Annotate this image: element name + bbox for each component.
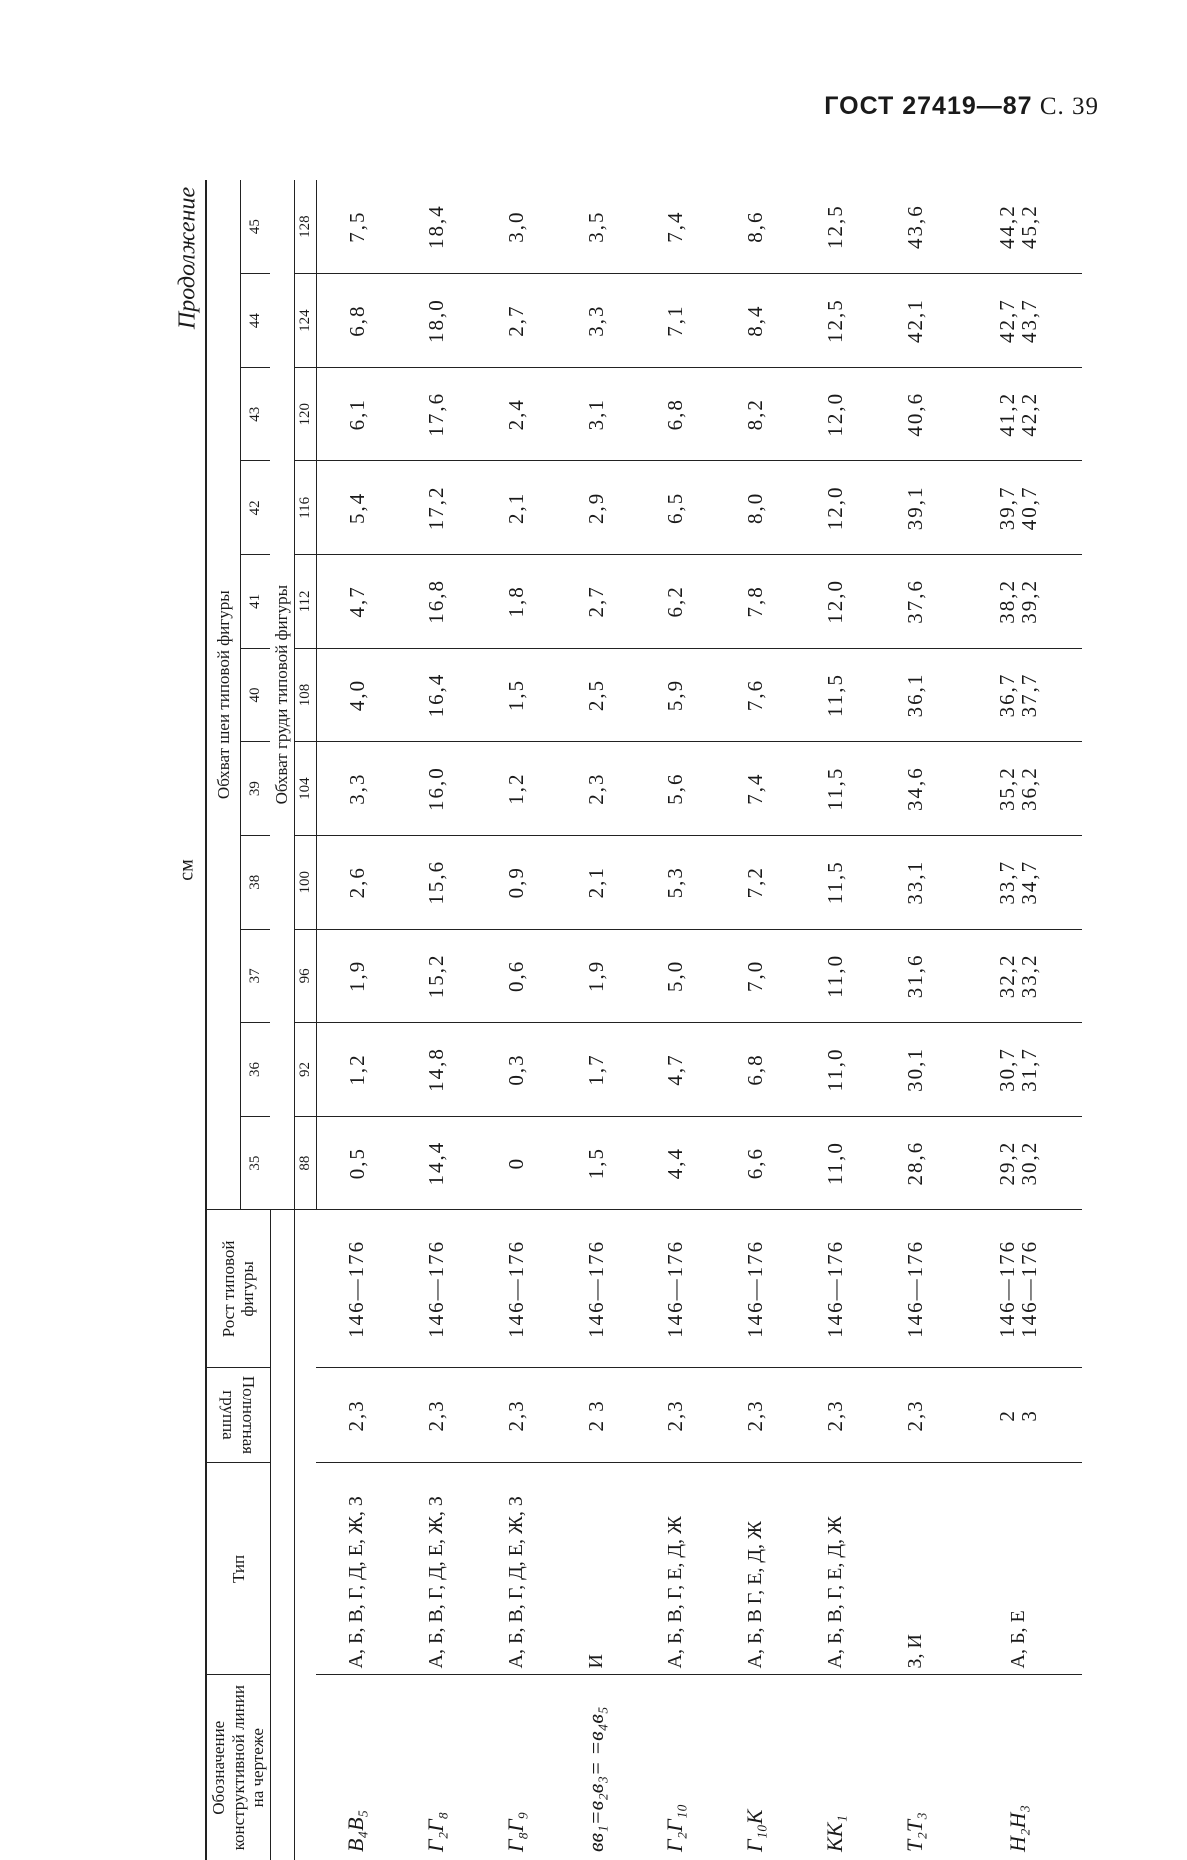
type-cell: А, Б, В, Г, Е, Д, Ж [795,1463,875,1675]
chest-size-cell: 128 [294,180,316,274]
type-cell: А, Б, В Г, Е, Д, Ж [715,1463,795,1675]
value-cell: 3,1 [556,367,636,461]
neck-size-cell: 45 [246,219,263,235]
page-number: С. 39 [1039,93,1099,120]
header-chest-title: Обхват груди типовой фигуры [270,180,294,1210]
value-cell: 5,0 [635,929,715,1023]
chest-size-cell: 104 [294,742,316,836]
fullness-cell: 2 3 [954,1368,1082,1463]
height-cell: 146—176 146—176 [954,1210,1082,1368]
type-cell: И [556,1463,636,1675]
fullness-cell: 2,3 [635,1368,715,1463]
page-header [824,92,1099,121]
value-cell: 16,8 [396,555,476,649]
value-cell: 0 [476,1116,556,1210]
value-cell: 11,0 [795,1116,875,1210]
designation-cell: Н₂Н₃ [954,1675,1082,1860]
value-cell: 2,5 [556,648,636,742]
value-cell: 2,6 [316,835,396,929]
designation-cell: КК₁ [795,1675,875,1860]
value-cell: 4,4 [635,1116,715,1210]
fullness-cell: 2,3 [316,1368,396,1463]
fullness-cell: 2,3 [715,1368,795,1463]
value-cell: 16,0 [396,742,476,836]
value-cell: 3,3 [316,742,396,836]
value-cell: 30,1 [875,1023,955,1117]
value-cell: 8,2 [715,367,795,461]
value-cell: 7,1 [635,274,715,368]
value-cell: 7,4 [663,210,688,243]
value-cell: 7,4 [715,742,795,836]
header-neck-title: Обхват шеи типовой фигуры [206,180,240,1210]
neck-size-cell: 39 [240,742,270,836]
neck-size-cell: 42 [240,461,270,555]
value-cell: 7,2 [715,835,795,929]
value-cell: 43,6 [902,204,927,250]
type-cell: А, Б, В, Г, Д, Е, Ж, З [476,1463,556,1675]
value-cell: 6,8 [316,274,396,368]
value-cell: 4,7 [635,1023,715,1117]
value-cell: 7,5 [344,210,369,243]
neck-size-cell: 37 [240,929,270,1023]
value-cell: 1,5 [556,1116,636,1210]
value-cell: 37,6 [875,555,955,649]
value-cell: 17,2 [396,461,476,555]
value-cell: 0,3 [476,1023,556,1117]
value-cell: 4,0 [316,648,396,742]
value-cell: 8,0 [715,461,795,555]
value-cell: 11,0 [795,1023,875,1117]
value-cell: 11,5 [795,835,875,929]
value-cell: 39,7 40,7 [954,461,1082,555]
value-cell: 3,3 [556,274,636,368]
value-cell: 12,0 [795,461,875,555]
height-cell: 146—176 [795,1210,875,1368]
value-cell: 5,3 [635,835,715,929]
value-cell: 39,1 [875,461,955,555]
table-row [715,180,795,1860]
value-cell: 7,0 [715,929,795,1023]
value-cell: 2,7 [476,274,556,368]
value-cell: 36,7 37,7 [954,648,1082,742]
chest-size-cell: 96 [294,929,316,1023]
chest-size-cell: 120 [294,367,316,461]
value-cell: 18,4 [424,204,449,250]
value-cell: 42,1 [875,274,955,368]
value-cell: 14,8 [396,1023,476,1117]
fullness-cell: 2 3 [556,1368,636,1463]
value-cell: 44,2 45,2 [995,204,1042,250]
value-cell: 31,6 [875,929,955,1023]
value-cell: 15,2 [396,929,476,1023]
chest-size-cell: 100 [294,835,316,929]
value-cell: 2,7 [556,555,636,649]
value-cell: 33,7 34,7 [954,835,1082,929]
sizing-table [205,180,1082,1860]
table-row [556,180,636,1860]
chest-size-cell: 88 [294,1116,316,1210]
neck-size-cell: 43 [240,367,270,461]
header-spacer [270,1210,294,1860]
fullness-cell: 2,3 [795,1368,875,1463]
value-cell: 30,7 31,7 [954,1023,1082,1117]
value-cell: 1,2 [316,1023,396,1117]
header-fullness [206,1368,270,1463]
header-designation: Обозначение конструктивной линии на чертеже [206,1675,270,1860]
value-cell: 33,1 [875,835,955,929]
value-cell: 35,2 36,2 [954,742,1082,836]
value-cell: 17,6 [396,367,476,461]
value-cell: 18,0 [396,274,476,368]
chest-size-cell: 116 [294,461,316,555]
chest-size-cell: 92 [294,1023,316,1117]
fullness-cell: 2,3 [476,1368,556,1463]
value-cell: 1,7 [556,1023,636,1117]
designation-cell: В₄В₅ [316,1675,396,1860]
table-body [316,180,1082,1860]
value-cell: 2,4 [476,367,556,461]
chest-row-spacer [294,1210,316,1860]
value-cell: 8,6 [743,210,768,243]
value-cell: 0,5 [316,1116,396,1210]
value-cell: 5,6 [635,742,715,836]
value-cell: 32,2 33,2 [954,929,1082,1023]
value-cell: 36,1 [875,648,955,742]
header-height: Рост типовой фигуры [206,1210,270,1368]
value-cell: 6,5 [635,461,715,555]
table-row [795,180,875,1860]
value-cell: 34,6 [875,742,955,836]
neck-size-cell: 41 [240,555,270,649]
height-cell: 146—176 [396,1210,476,1368]
chest-row [294,180,316,1860]
value-cell: 1,2 [476,742,556,836]
type-cell: А, Б, В, Г, Д, Е, Ж, З [316,1463,396,1675]
value-cell: 6,6 [715,1116,795,1210]
table-row [635,180,715,1860]
neck-size-cell: 40 [240,648,270,742]
height-cell: 146—176 [715,1210,795,1368]
designation-cell: Т₂Т₃ [875,1675,955,1860]
value-cell: 38,2 39,2 [954,555,1082,649]
header-fullness-text: Полнотная группа [219,1376,258,1455]
value-cell: 28,6 [875,1116,955,1210]
value-cell: 14,4 [396,1116,476,1210]
value-cell: 42,7 43,7 [954,274,1082,368]
value-cell: 2,1 [556,835,636,929]
continuation-label: Продолжение [174,186,201,330]
standard-number: ГОСТ 27419—87 [824,92,1033,120]
designation-cell: вв₁=в₂в₃= =в₄в₅ [556,1675,636,1860]
height-cell: 146—176 [635,1210,715,1368]
value-cell: 0,6 [476,929,556,1023]
value-cell: 11,5 [795,742,875,836]
chest-size-cell: 112 [294,555,316,649]
value-cell: 12,0 [795,367,875,461]
rotated-table-wrapper [205,180,1065,1860]
table-row [316,180,396,1860]
value-cell: 2,3 [556,742,636,836]
neck-size-cell: 38 [240,835,270,929]
table-row [875,180,955,1860]
neck-size-cell: 36 [240,1023,270,1117]
value-cell: 1,5 [476,648,556,742]
value-cell: 4,7 [316,555,396,649]
value-cell: 7,8 [715,555,795,649]
value-cell: 7,6 [715,648,795,742]
type-cell: А, Б, В, Г, Д, Е, Ж, З [396,1463,476,1675]
height-cell: 146—176 [556,1210,636,1368]
chest-size-cell: 108 [294,648,316,742]
type-cell: А, Б, Е [954,1463,1082,1675]
value-cell: 29,2 30,2 [954,1116,1082,1210]
value-cell: 1,9 [556,929,636,1023]
value-cell: 11,5 [795,648,875,742]
value-cell: 16,4 [396,648,476,742]
neck-size-cell: 44 [240,274,270,368]
designation-cell: Г₈Г₉ [476,1675,556,1860]
table-row [396,180,476,1860]
value-cell: 5,4 [316,461,396,555]
fullness-cell: 2,3 [875,1368,955,1463]
value-cell: 5,9 [635,648,715,742]
table-row [954,180,1082,1860]
value-cell: 12,5 [822,204,847,250]
value-cell: 40,6 [875,367,955,461]
value-cell: 0,9 [476,835,556,929]
fullness-cell: 2,3 [396,1368,476,1463]
value-cell: 2,9 [556,461,636,555]
value-cell: 3,0 [503,210,528,243]
height-cell: 146—176 [476,1210,556,1368]
value-cell: 1,9 [316,929,396,1023]
value-cell: 8,4 [715,274,795,368]
type-cell: А, Б, В, Г, Е, Д, Ж [635,1463,715,1675]
value-cell: 6,8 [715,1023,795,1117]
value-cell: 6,1 [316,367,396,461]
value-cell: 12,5 [795,274,875,368]
designation-cell: Г₁₀К [715,1675,795,1860]
value-cell: 6,2 [635,555,715,649]
height-cell: 146—176 [875,1210,955,1368]
value-cell: 3,5 [583,210,608,243]
units-label: см [175,859,198,881]
header-type: Тип [206,1463,270,1675]
chest-size-cell: 124 [294,274,316,368]
neck-size-cell: 35 [240,1116,270,1210]
value-cell: 11,0 [795,929,875,1023]
value-cell: 12,0 [795,555,875,649]
value-cell: 2,1 [476,461,556,555]
table-row [476,180,556,1860]
value-cell: 41,2 42,2 [954,367,1082,461]
height-cell: 146—176 [316,1210,396,1368]
value-cell: 15,6 [396,835,476,929]
type-cell: З, И [875,1463,955,1675]
value-cell: 1,8 [476,555,556,649]
designation-cell: Г₂Г₁₀ [635,1675,715,1860]
designation-cell: Г₂Г₈ [396,1675,476,1860]
value-cell: 6,8 [635,367,715,461]
